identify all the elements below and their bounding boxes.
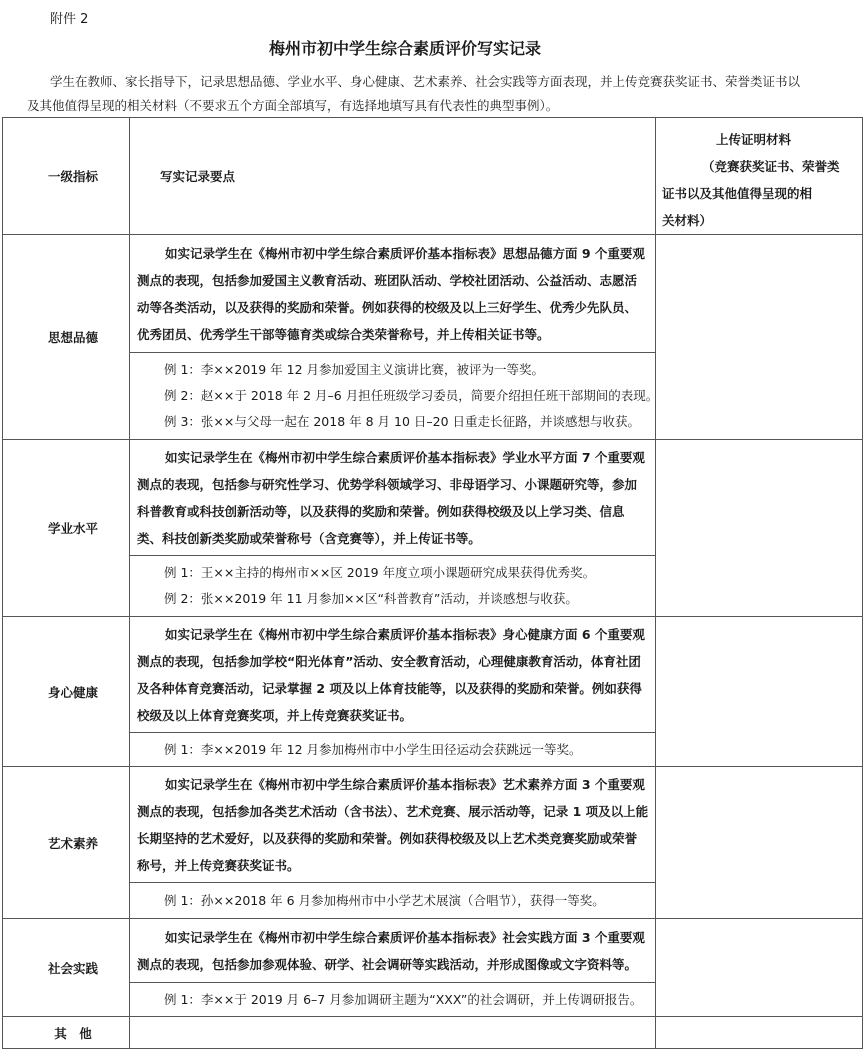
indicator-cell: 学业水平 [3, 440, 130, 617]
example-text: 例 1：李××2019 年 12 月参加爱国主义演讲比赛，被评为一等奖。 [164, 362, 545, 377]
upload-cell[interactable] [656, 440, 863, 617]
table-row [3, 767, 863, 883]
examples-cell [130, 353, 659, 440]
header-upload-line1: 上传证明材料 [716, 132, 792, 147]
other-row [3, 1017, 863, 1049]
examples-cell [130, 983, 656, 1017]
examples-cell [130, 883, 656, 919]
indicator-cell: 思想品德 [3, 235, 130, 440]
indicator-cell: 艺术素养 [3, 767, 130, 919]
header-upload-line4: 关材料） [662, 213, 713, 228]
record-table [2, 117, 863, 1049]
table-header-row [3, 118, 863, 235]
header-upload [656, 118, 863, 235]
indicator-cell: 身心健康 [3, 617, 130, 767]
upload-cell[interactable] [656, 235, 863, 440]
attachment-label: 附件 2 [50, 12, 89, 27]
upload-cell[interactable] [656, 617, 863, 767]
example-text: 例 2：赵××于 2018 年 2 月–6 月担任班级学习委员，简要介绍担任班干部期间的表现。 [164, 388, 659, 403]
example-text: 例 1：王××主持的梅州市××区 2019 年度立项小课题研究成果获得优秀奖。 [164, 565, 596, 580]
example-text: 例 1：孙××2018 年 6 月参加梅州市中小学艺术展演（合唱节），获得一等奖。 [164, 892, 605, 908]
description-cell: 如实记录学生在《梅州市初中学生综合素质评价基本指标表》思想品德方面 9 个重要观测点的表现，包括参加爱国主义教育活动、班团队活动、学校社团活动、公益活动、志愿活动等各类活动，以及获得的奖励和荣誉。例如获得的校级及以上三好学生、优秀少先队员、优秀团员、优秀学生干部等德育类或综合类荣誉称号，并上传相关证书等。 [130, 235, 656, 353]
table-row [3, 440, 863, 556]
example-text: 例 2：张××2019 年 11 月参加××区“科普教育”活动，并谈感想与收获。 [164, 591, 578, 606]
upload-cell[interactable] [656, 767, 863, 919]
example-text: 例 1：李××2019 年 12 月参加梅州市中小学生田径运动会获跳远一等奖。 [164, 741, 582, 757]
page-title: 梅州市初中学生综合素质评价写实记录 [268, 39, 541, 58]
indicator-other: 其 他 [3, 1017, 130, 1049]
header-upload-line2: （竞赛获奖证书、荣誉类 [702, 159, 840, 174]
table-row [3, 919, 863, 983]
upload-cell[interactable] [656, 919, 863, 1017]
header-points: 写实记录要点 [130, 118, 656, 235]
description-cell: 如实记录学生在《梅州市初中学生综合素质评价基本指标表》身心健康方面 6 个重要观测点的表现，包括参加学校“阳光体育”活动、安全教育活动，心理健康教育活动，体育社团及各种体育竞赛活动，记录掌握 2 项及以上体育技能等，以及获得的奖励和荣誉。例如获得校级及以上体育竞赛奖项，并上传竞赛获奖证书。 [130, 617, 656, 733]
examples-cell [130, 733, 656, 767]
other-upload-cell[interactable] [656, 1017, 863, 1049]
description-cell: 如实记录学生在《梅州市初中学生综合素质评价基本指标表》学业水平方面 7 个重要观测点的表现，包括参与研究性学习、优势学科领域学习、非母语学习、小课题研究等，参加科普教育或科技创新活动等，以及获得的奖励和荣誉。例如获得校级及以上学习类、信息类、科技创新类奖励或荣誉称号（含竞赛等），并上传证书等。 [130, 440, 656, 556]
header-indicator: 一级指标 [3, 118, 130, 235]
example-text: 例 1：李××于 2019 月 6–7 月参加调研主题为“XXX”的社会调研，并上传调研报告。 [164, 991, 643, 1007]
header-upload-line3: 证书以及其他值得呈现的相 [662, 186, 813, 201]
table-row [3, 235, 863, 353]
description-cell: 如实记录学生在《梅州市初中学生综合素质评价基本指标表》社会实践方面 3 个重要观测点的表现，包括参加参观体验、研学、社会调研等实践活动，并形成图像或文字资料等。 [130, 919, 656, 983]
examples-cell [130, 556, 656, 617]
example-text: 例 3：张××与父母一起在 2018 年 8 月 10 日–20 日重走长征路，并谈感想与收获。 [164, 414, 641, 429]
other-points-cell[interactable] [130, 1017, 656, 1049]
table-row [3, 617, 863, 733]
description-cell: 如实记录学生在《梅州市初中学生综合素质评价基本指标表》艺术素养方面 3 个重要观测点的表现，包括参加各类艺术活动（含书法）、艺术竞赛、展示活动等，记录 1 项及以上能长期坚持的艺术爱好，以及获得的奖励和荣誉。例如获得校级及以上艺术类竞赛奖励或荣誉称号，并上传竞赛获奖证书。 [130, 767, 656, 883]
indicator-cell: 社会实践 [3, 919, 130, 1017]
intro-paragraph: 学生在教师、家长指导下，记录思想品德、学业水平、身心健康、艺术素养、社会实践等方面表现，并上传竞赛获奖证书、荣誉类证书以及其他值得呈现的相关材料（不要求五个方面全部填写，有选择地填写具有代表性的典型事例）。 [27, 74, 801, 113]
